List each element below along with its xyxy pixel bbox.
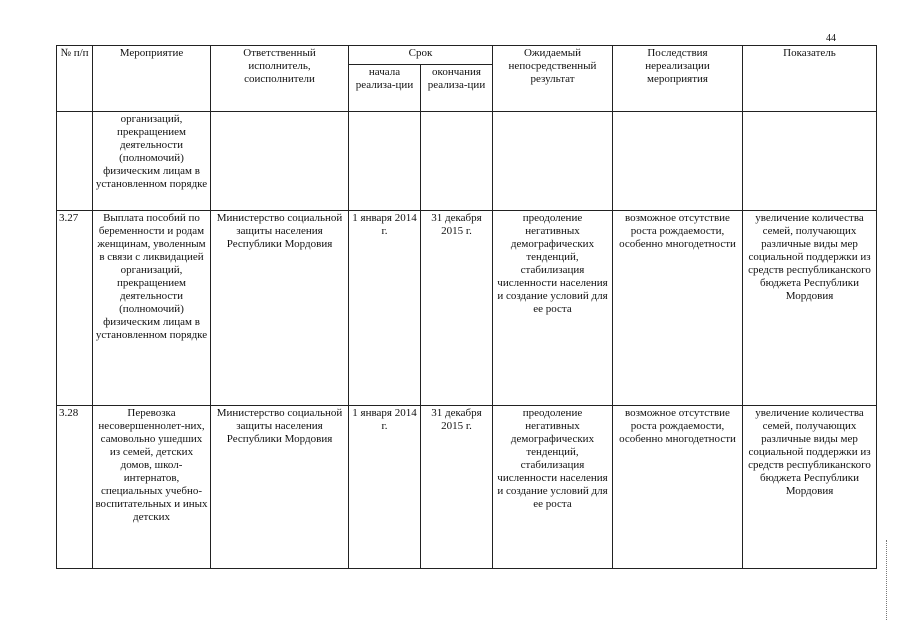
row-responsible: Министерство социальной защиты населения Республики Мордовия — [211, 406, 349, 569]
row-start: 1 января 2014 г. — [349, 406, 421, 569]
row-expected: преодоление негативных демографических тенденций, стабилизация численности населения и создание условий для ее роста — [493, 406, 613, 569]
header-indicator: Показатель — [743, 46, 877, 112]
measures-table — [56, 45, 877, 569]
row-indicator — [743, 112, 877, 211]
header-row — [57, 46, 877, 65]
row-start: 1 января 2014 г. — [349, 211, 421, 406]
row-consequences — [613, 112, 743, 211]
row-start — [349, 112, 421, 211]
row-responsible: Министерство социальной защиты населения Республики Мордовия — [211, 211, 349, 406]
row-event: Выплата пособий по беременности и родам женщинам, уволенным в связи с ликвидацией организаций, прекращением деятельности (полномочий) физическим лицам в установленном порядке — [93, 211, 211, 406]
header-expected: Ожидаемый непосредственный результат — [493, 46, 613, 112]
row-end — [421, 112, 493, 211]
row-consequences: возможное отсутствие роста рождаемости, особенно многодетности — [613, 211, 743, 406]
table-row — [57, 112, 877, 211]
row-end: 31 декабря 2015 г. — [421, 211, 493, 406]
header-consequences: Последствия нереализации мероприятия — [613, 46, 743, 112]
row-num — [57, 112, 93, 211]
page-number: 44 — [826, 33, 836, 44]
header-term: Срок — [349, 46, 493, 65]
row-indicator: увеличение количества семей, получающих различные виды мер социальной поддержки из средств республиканского бюджета Республики Мордовия — [743, 406, 877, 569]
header-start: начала реализа-ции — [349, 65, 421, 112]
row-consequences: возможное отсутствие роста рождаемости, особенно многодетности — [613, 406, 743, 569]
row-event: организаций, прекращением деятельности (полномочий) физическим лицам в установленном порядке — [93, 112, 211, 211]
header-responsible: Ответственный исполнитель, соисполнители — [211, 46, 349, 112]
row-expected — [493, 112, 613, 211]
header-end: окончания реализа-ции — [421, 65, 493, 112]
row-num: 3.28 — [57, 406, 93, 569]
row-expected: преодоление негативных демографических тенденций, стабилизация численности населения и создание условий для ее роста — [493, 211, 613, 406]
scan-edge-marks — [886, 540, 891, 620]
header-num: № п/п — [57, 46, 93, 112]
table-row — [57, 211, 877, 406]
row-end: 31 декабря 2015 г. — [421, 406, 493, 569]
table-row — [57, 406, 877, 569]
row-responsible — [211, 112, 349, 211]
row-event: Перевозка несовершеннолет-них, самовольно ушедших из семей, детских домов, школ-интернатов, специальных учебно-воспитательных и иных детских — [93, 406, 211, 569]
row-num: 3.27 — [57, 211, 93, 406]
row-indicator: увеличение количества семей, получающих различные виды мер социальной поддержки из средств республиканского бюджета Республики Мордовия — [743, 211, 877, 406]
header-event: Мероприятие — [93, 46, 211, 112]
